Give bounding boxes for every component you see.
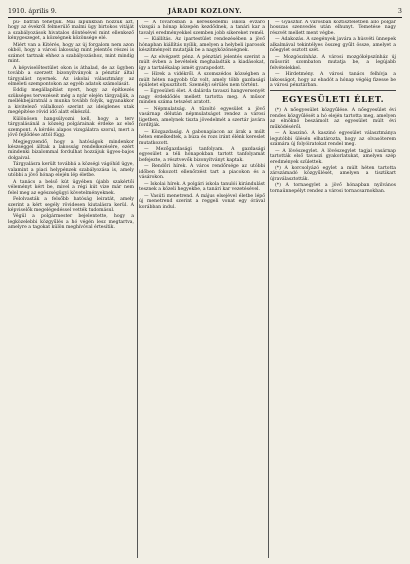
paragraph: Különösen hangsúlyozni kell, hogy a terv tárgyalásánál a község polgárainak érdeke az első szempont. A kérdés alapos vizsgálatra szorul, mert a jövő fejlődése attól függ. [8, 116, 134, 139]
paragraph: — Hírek a vidékről. A szomszédos községben a múlt héten nagyobb tűz volt, amely több gazdasági épületet elpusztított. Személyi sérülés nem történt. [139, 72, 265, 88]
paragraph: Felolvasták a felsőbb hatóság leiratát, amely szerint a kért segély rövidesen kiutalásra kerül. A képviselők megelégedéssel vették tudomásul. [8, 197, 134, 213]
paragraph: Miért van a Kitérés, hogy az új forgalom nem azon okból, hogy a városi lakosság mint jelentős részei is számot tartnak ehhez a szabályozáshoz, mint mindig mint. [8, 42, 134, 65]
newspaper-title: JÁRADI KOZLONY. [168, 7, 242, 15]
paragraph: — A fővárosban a kereskedelmi iskola évzáró vizsgái a hónap közepén kezdődnek, a tanári kar a tavalyi eredményekkel szemben jobb sikereket remél. [139, 20, 265, 36]
paragraph: Eddig megállapítást nyert, hogy az építkezés szükséges tervezéseit még a nyár elején tárgyalják, a mellékbejáratnál a munka tovább folyik, ugyanakkor a kivitelező vállalkozó szerint az ideiglenes utak megépítése rövid idő alatt elkészül. [8, 88, 134, 116]
paragraph: — Rendőri hírek. A város rendőrsége az utóbbi időben fokozott ellenőrzést tart a piacokon és a vásárokon. [139, 164, 265, 181]
paragraph: pü- bátrán tehetjük. Mai lapunkban hozzuk azt, hogy az évekről felmerülő malmi ügy birtokos vitáját a szabályozások hivatalos döntésével mint ellenkező kénygeszeget, a községnek közönsége elé. [8, 20, 134, 42]
paragraph: — Vasúti menetrend. A május elsejével életbe lépő új menetrend szerint a reggeli vonat egy órával korábban indul. [139, 193, 265, 210]
column-left [8, 20, 134, 558]
paragraph: — Iskolai hírek. A polgári iskola tanulói kirándulást tesznek a közeli hegyekbe, a tanári kar vezetésével. [139, 181, 265, 193]
article-columns [8, 20, 402, 558]
section-heading: EGYESÜLETI ÉLET. [281, 95, 385, 106]
paragraph: — Mozgószínház. A városi mozgóképszínház új műsorát szombaton mutatja be, a legújabb felvételekkel. [270, 54, 396, 71]
column-divider [137, 20, 138, 558]
paragraph: Megjegyzendő, hogy a hatóságok mindenkor készséggel álltak a lakosság rendelkezésére, ezért mindenki bizalommal fordulhat hozzájuk ügyes-bajos dolgaival. [8, 139, 134, 161]
paragraph: Végül a polgármester bejelentette, hogy a legközelebbi közgyűlés a hó végén lesz megtartva, amelyre a tagokat külön meghívóval értesítik. [8, 214, 134, 231]
header-rule [8, 17, 402, 18]
column-middle [139, 20, 265, 558]
paragraph: (*) A nőegyesület közgyűlése. A nőegyesület évi rendes közgyűlését a hó elején tartotta meg, amelyen az elnöknő beszámolt az egyesület múlt évi működéséről. [270, 108, 396, 130]
paragraph: (*) A korcsolyázó egylet a múlt héten tartotta zárszámadó közgyűlését, amelyen a tisztikart újraválasztották. [270, 165, 396, 182]
section-divider [270, 90, 396, 91]
paragraph: A képviselőtestület okon is áthalad, de az ügyben tovább a szerzett bizonyítványok a pénztár által tárgyalást nyernek. Az iskolai választmány az elméleti szempontokon az egyéb adatok számolását. [8, 65, 134, 87]
paragraph: — A kaszinó. A kaszinó egyesület választmánya legutóbbi ülésén elhatározta, hogy az olvasóterem számára új folyóiratokat rendel meg. [270, 131, 396, 148]
issue-date: 1910. április 9. [8, 7, 57, 15]
paragraph: — A lövészegylet. A lövészegylet tagjai vasárnap tartották első tavaszi gyakorlatukat, amelyen szép eredmények születtek. [270, 148, 396, 165]
paragraph: — Mezőgazdasági tanfolyam. A gazdasági egyesület a téli hónapokban tartott tanfolyamát befejezte, a résztvevők bizonyítványt kaptak. [139, 146, 265, 163]
column-divider [268, 20, 269, 558]
column-right [270, 20, 396, 558]
paragraph: — Egyesületi élet. A dalárda tavaszi hangversenyét nagy érdeklődés mellett tartotta meg. A műsor minden száma tetszést aratott. [139, 89, 265, 106]
paragraph: — Gyászhír. A városban köztiszteletben álló polgár hosszas szenvedés után elhunyt. Temetése nagy részvét mellett ment végbe. [270, 20, 396, 36]
paragraph: — Adakozás. A szegények javára a húsvéti ünnepek alkalmával tekintélyes összeg gyűlt össze, amelyet a nőegylet osztott szét. [270, 37, 396, 54]
paragraph: — Népmulatság. A tűzoltó egyesület a jövő vasárnap délután népmulatságot rendez a városi ligetben, amelynek tiszta jövedelmét a szertár javára fordítják. [139, 106, 265, 129]
page-header [8, 5, 402, 17]
paragraph: Tárgyalásra került továbbá a községi vágóhíd ügye, valamint a piaci helypénzek szabályozása is, amely utóbbi a jövő hónap elején lép életbe. [8, 162, 134, 179]
paragraph: A tanács a belső kút ügyében újabb szakértői véleményt kért be, mivel a régi kút vize már nem felel meg az egészségügyi követelményeknek. [8, 179, 134, 196]
paragraph: — Hirdetmény. A városi tanács felhívja a lakosságot, hogy az ebadót a hónap végéig fizesse be a városi pénztárban. [270, 72, 396, 88]
paragraph: (*) A tornaegylet a jövő hónapban nyilvános tornaünnepélyt rendez a városi tornacsarnokban. [270, 183, 396, 194]
paragraph: — Közgazdaság. A gabonapiacon az árak a múlt héten emelkedtek, a búza és rozs iránt élénk kereslet mutatkozott. [139, 129, 265, 146]
paragraph: — Kiállítás. Az ipartestület rendezésében a jövő hónapban kiállítás nyílik, amelyen a helybeli iparosok készítményeit mutatják be a nagyközönségnek. [139, 37, 265, 54]
page-number: 3 [397, 7, 402, 15]
paragraph: — Az elvégzett pénz. A pénztári jelentés szerint a múlt évben a bevételek meghaladták a kiadásokat, így a tartalékalap ismét gyarapodott. [139, 54, 265, 71]
